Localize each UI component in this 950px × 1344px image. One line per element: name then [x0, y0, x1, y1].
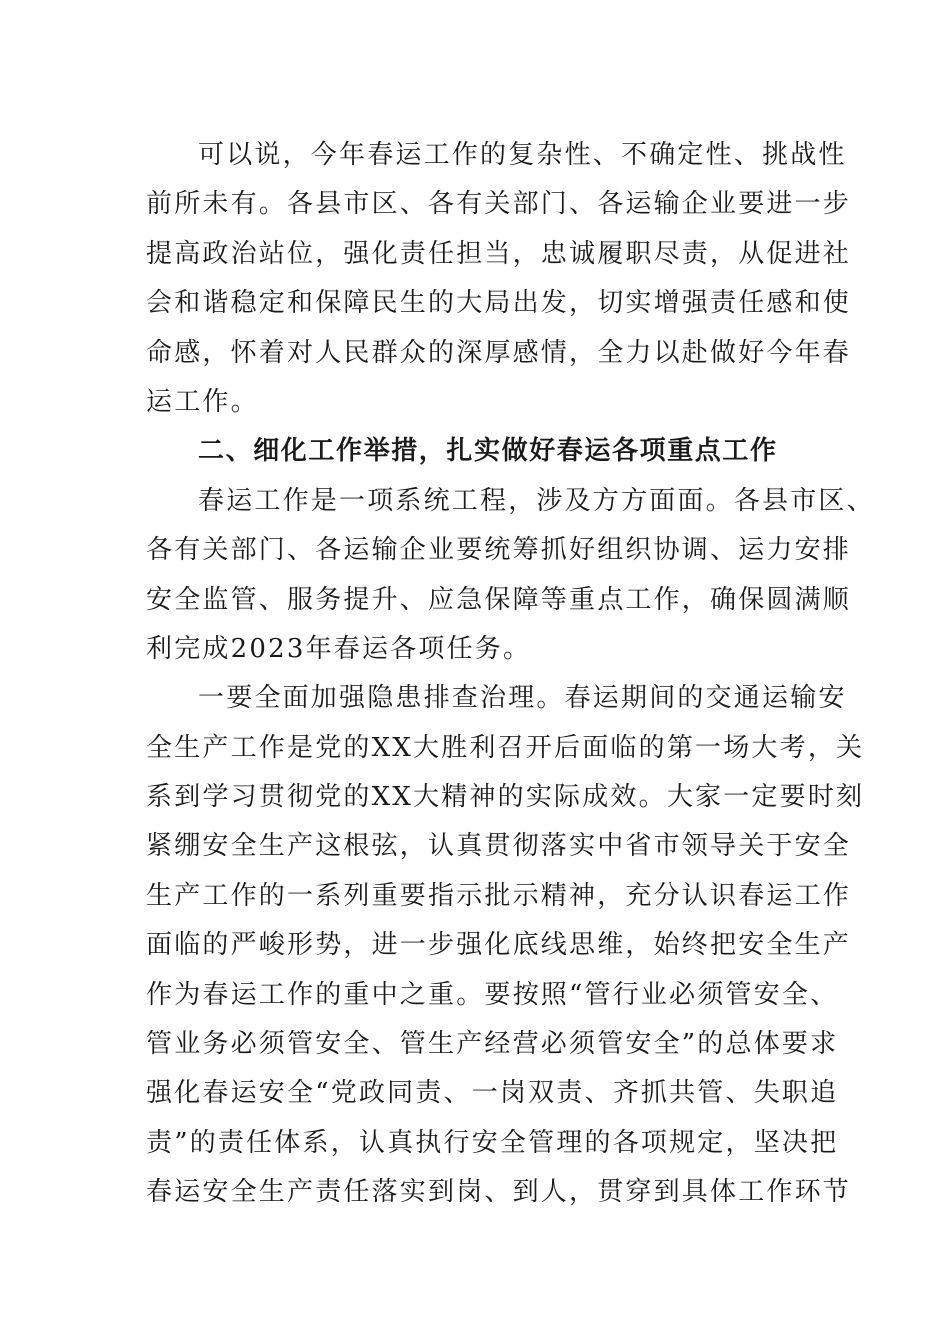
paragraph-line: 可以说，今年春运工作的复杂性、不确定性、挑战性: [198, 140, 847, 170]
document-body: [146, 131, 875, 1218]
paragraph-line: 运工作。: [146, 386, 259, 417]
paragraph-line: 面临的严峻形势，进一步强化底线思维，始终把安全生产: [146, 930, 852, 961]
paragraph-line: 前所未有。各县市区、各有关部门、各运输企业要进一步: [146, 189, 852, 220]
paragraph-line: 紧绷安全生产这根弦，认真贯彻落实中省市领导关于安全: [146, 831, 852, 862]
paragraph-line: 系到学习贯彻党的XX大精神的实际成效。大家一定要时刻: [146, 782, 865, 813]
paragraph-line: 安全监管、服务提升、应急保障等重点工作，确保圆满顺: [146, 584, 852, 615]
section-heading: 二、细化工作举措，扎实做好春运各项重点工作: [198, 436, 778, 467]
paragraph-line: 责”的责任体系，认真执行安全管理的各项规定，坚决把: [146, 1127, 839, 1158]
paragraph-line: 会和谐稳定和保障民生的大局出发，切实增强责任感和使: [146, 288, 852, 319]
paragraph-line: 作为春运工作的重中之重。要按照“管行业必须管安全、: [146, 979, 839, 1010]
paragraph-line: 生产工作的一系列重要指示批示精神，充分认识春运工作: [146, 880, 852, 911]
paragraph-line: 全生产工作是党的XX大胜利召开后面临的第一场大考，关: [146, 732, 865, 763]
paragraph-line: 各有关部门、各运输企业要统筹抓好组织协调、运力安排: [146, 535, 852, 566]
paragraph-line: 强化春运安全“党政同责、一岗双责、齐抓共管、失职追: [146, 1078, 839, 1109]
paragraph-line: 春运工作是一项系统工程，涉及方方面面。各县市区、: [198, 485, 875, 516]
paragraph-line: 命感，怀着对人民群众的深厚感情，全力以赴做好今年春: [146, 337, 852, 368]
paragraph-line: 一要全面加强隐患排查治理。春运期间的交通运输安: [198, 683, 847, 714]
paragraph-line: 提高政治站位，强化责任担当，忠诚履职尽责，从促进社: [146, 238, 852, 269]
paragraph-line: 春运安全生产责任落实到岗、到人，贯穿到具体工作环节: [146, 1177, 852, 1208]
paragraph-line: 管业务必须管安全、管生产经营必须管安全”的总体要求: [146, 1029, 839, 1060]
paragraph-line: 利完成2023年春运各项任务。: [146, 633, 532, 664]
